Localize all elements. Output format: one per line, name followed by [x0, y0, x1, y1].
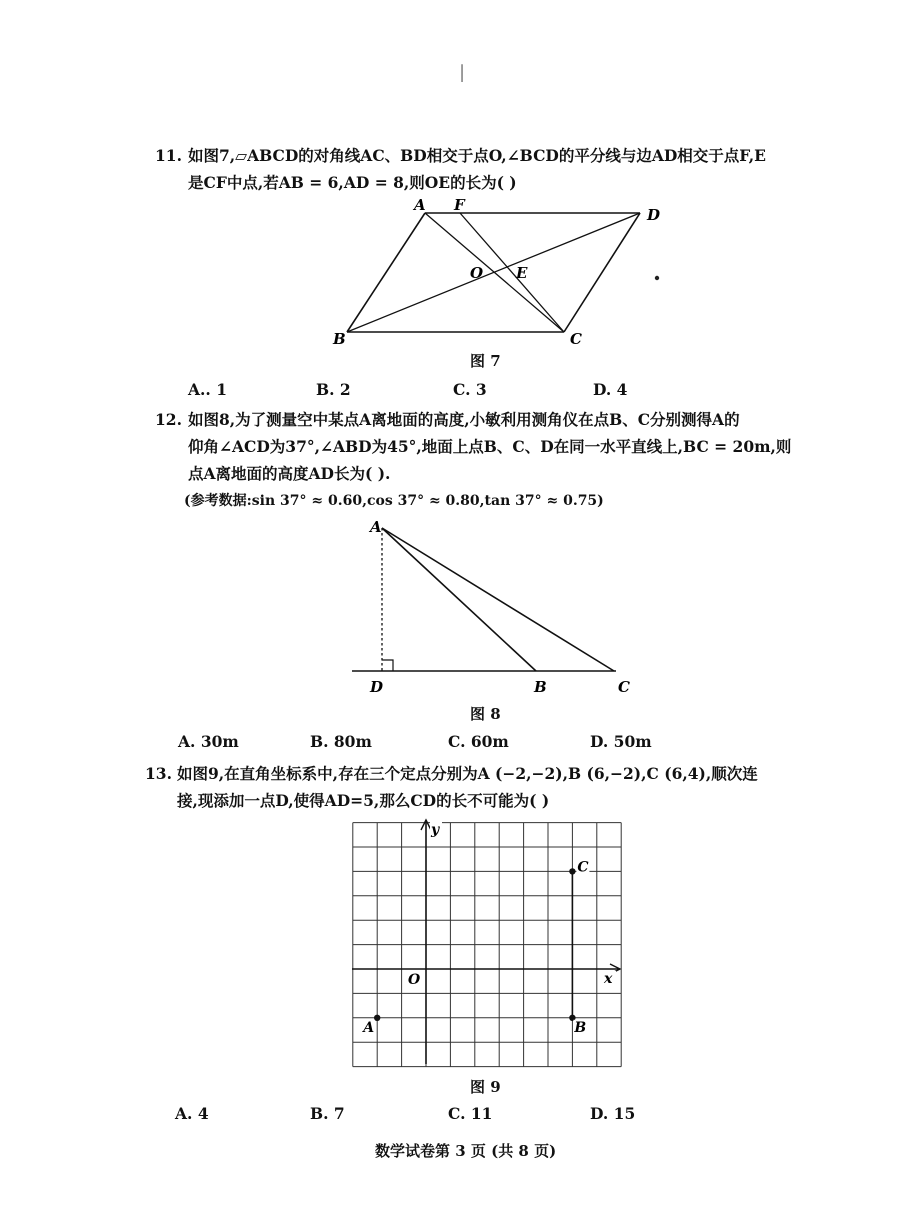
point-c [569, 868, 575, 874]
q11-option-c: C. 3 [453, 380, 487, 399]
figure-7-caption: 图 7 [470, 352, 501, 370]
q11-line-2: 是CF中点,若AB = 6,AD = 8,则OE的长为( ) [188, 173, 517, 192]
q12-option-a: A. 30m [178, 732, 239, 751]
label-d: D [370, 678, 384, 696]
q13-option-d: D. 15 [590, 1104, 636, 1123]
q12-number: 12. [155, 410, 182, 429]
q13-line-2: 接,现添加一点D,使得AD=5,那么CD的长不可能为( ) [177, 791, 550, 810]
label-a: A [414, 196, 426, 214]
label-a: A [370, 518, 382, 536]
figure-9-caption: 图 9 [470, 1078, 501, 1096]
label-a: A [363, 1019, 375, 1036]
label-o: O [470, 264, 484, 282]
line-ab [382, 528, 536, 671]
label-b: B [534, 678, 547, 696]
top-mark: | [459, 62, 466, 83]
q12-line-4: (参考数据:sin 37° ≈ 0.60,cos 37° ≈ 0.80,tan 37° ≈ 0.75) [184, 493, 604, 509]
figure-8 [345, 515, 645, 700]
q11-option-b: B. 2 [316, 380, 351, 399]
figure-7 [320, 190, 700, 360]
q13-option-b: B. 7 [310, 1104, 345, 1123]
q13-option-a: A. 4 [175, 1104, 209, 1123]
q13-number: 13. [145, 764, 172, 783]
q11-number: 11. [155, 146, 182, 165]
q12-line-2: 仰角∠ACD为37°,∠ABD为45°,地面上点B、C、D在同一水平直线上,BC = 20m,则 [188, 437, 792, 456]
label-c: C [577, 859, 589, 876]
diagonal-bd [347, 213, 640, 332]
label-f: F [454, 196, 465, 214]
side-ba [347, 213, 425, 332]
figure-9 [345, 810, 630, 1072]
point-a [374, 1015, 380, 1021]
label-y: y [431, 822, 440, 838]
q11-option-a: A.. 1 [188, 380, 227, 399]
side-dc [564, 213, 640, 332]
q13-line-1: 如图9,在直角坐标系中,存在三个定点分别为A (−2,−2),B (6,−2),C (6,4),顺次连 [177, 764, 758, 783]
q11-line-1: 如图7,▱ABCD的对角线AC、BD相交于点O,∠BCD的平分线与边AD相交于点F,E [188, 146, 766, 165]
figure-8-caption: 图 8 [470, 705, 501, 723]
label-c: C [570, 330, 582, 348]
label-origin: O [408, 972, 421, 988]
q12-line-3: 点A离地面的高度AD长为( ). [188, 464, 391, 483]
q12-option-b: B. 80m [310, 732, 372, 751]
q12-option-c: C. 60m [448, 732, 509, 751]
q12-option-d: D. 50m [590, 732, 652, 751]
page-footer: 数学试卷第 3 页 (共 8 页) [375, 1142, 557, 1160]
label-b: B [574, 1019, 587, 1036]
q13-option-c: C. 11 [448, 1104, 493, 1123]
stray-dot [655, 276, 659, 280]
label-x: x [604, 971, 613, 987]
label-b: B [333, 330, 346, 348]
right-angle-mark [382, 660, 393, 671]
label-e: E [516, 264, 528, 282]
q11-option-d: D. 4 [593, 380, 628, 399]
label-c: C [618, 678, 630, 696]
q12-line-1: 如图8,为了测量空中某点A离地面的高度,小敏利用测角仪在点B、C分别测得A的 [188, 410, 740, 429]
label-d: D [647, 206, 661, 224]
line-ac [382, 528, 614, 671]
